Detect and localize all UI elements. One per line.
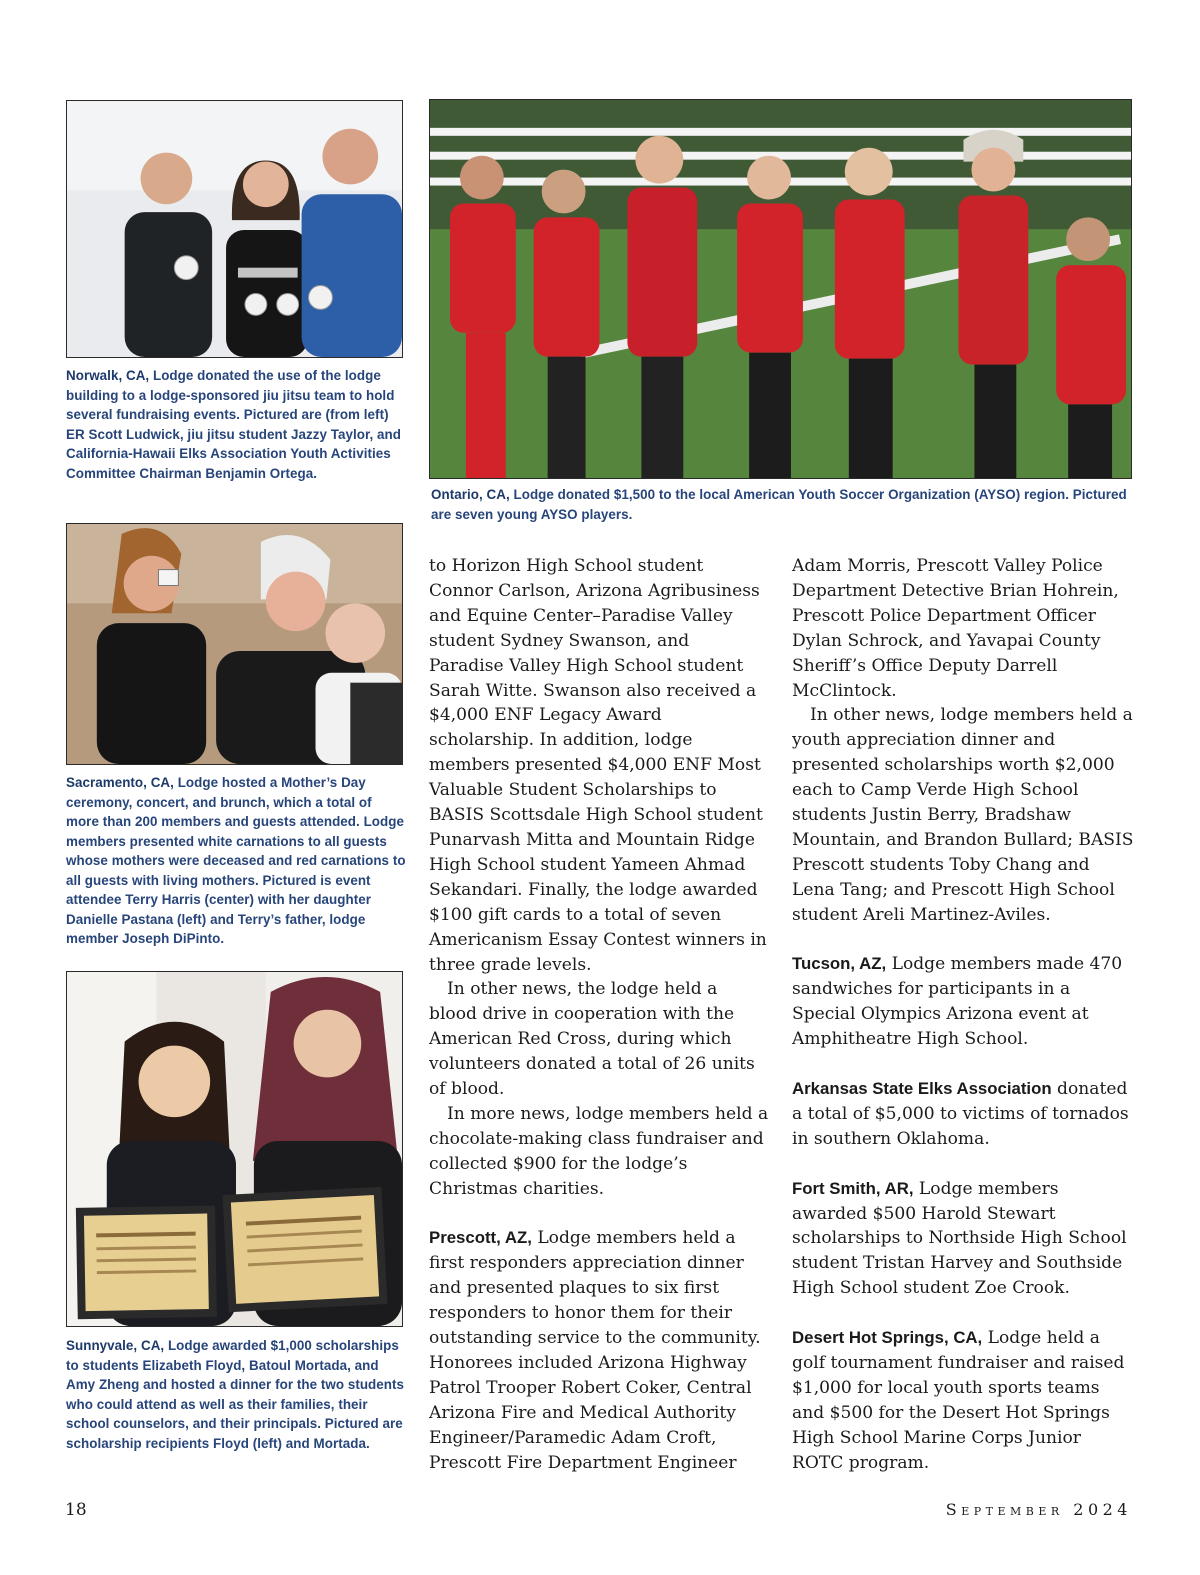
deserthot-item (792, 1326, 1134, 1475)
photo-norwalk (66, 100, 403, 358)
tucson-lead: Tucson, AZ, (792, 954, 887, 974)
deserthot-lead: Desert Hot Springs, CA, (792, 1328, 983, 1348)
prescott-lead: Prescott, AZ, (429, 1228, 532, 1248)
caption-norwalk (66, 366, 406, 483)
caption-sacramento-place: Sacramento, CA, (66, 775, 174, 790)
right-paragraph-1: Adam Morris, Prescott Valley Police Department Detective Brian Hohrein, Prescott Police Department Officer Dylan Schrock, and Yavapai County Sheriff’s Office Deputy Darrell McClintock. (792, 556, 1119, 701)
fortsmith-item (792, 1177, 1134, 1302)
middle-paragraph-2: In other news, the lodge held a blood drive in cooperation with the American Red Cross, during which volunteers donated a total of 26 units of blood. (429, 979, 755, 1100)
article-column-middle (429, 554, 769, 1476)
photo-ontario (429, 99, 1132, 479)
arkansas-item (792, 1077, 1134, 1152)
middle-paragraph-1: to Horizon High School student Connor Carlson, Arizona Agribusiness and Equine Center–Paradise Valley student Sydney Swanson, and Paradise Valley High School student Sarah Witte. Swanson also received a $4,000 ENF Legacy Award scholarship. In addition, lodge members presented $4,000 ENF Most Valuable Student Scholarships to BASIS Scottsdale High School student Punarvash Mitta and Mountain Ridge High School student Yameen Ahmad Sekandari. Finally, the lodge awarded $100 gift cards to a total of seven Americanism Essay Contest winners in three grade levels. (429, 556, 767, 975)
caption-sunnyvale (66, 1336, 406, 1453)
caption-sunnyvale-place: Sunnyvale, CA, (66, 1338, 165, 1353)
arkansas-lead: Arkansas State Elks Association (792, 1079, 1052, 1098)
arkansas-text: donated a total of $5,000 to victims of tornados in southern Oklahoma. (792, 1079, 1129, 1149)
photo-sacramento (66, 523, 403, 765)
tucson-text: Lodge members made 470 sandwiches for participants in a Special Olympics Arizona event at Amphitheatre High School. (792, 954, 1123, 1050)
prescott-item (429, 1226, 769, 1475)
caption-ontario (431, 485, 1131, 524)
right-paragraph-2: In other news, lodge members held a youth appreciation dinner and presented scholarships worth $2,000 each to Camp Verde High School students Justin Berry, Bradshaw Mountain, and Brandon Bullard; BASIS Prescott students Toby Chang and Lena Tang; and Prescott High School student Areli Martinez-Aviles. (792, 705, 1134, 925)
caption-sacramento (66, 773, 406, 949)
prescott-text: Lodge members held a first responders appreciation dinner and presented plaques to six first responders to honor them for their outstanding service to the community. Honorees included Arizona Highway Patrol Trooper Robert Coker, Central Arizona Fire and Medical Authority Engineer/Paramedic Adam Croft, Prescott Fire Department Engineer (429, 1228, 761, 1473)
issue-date: September 2024 (945, 1500, 1132, 1519)
article-column-right (792, 554, 1134, 1475)
caption-norwalk-place: Norwalk, CA, (66, 368, 150, 383)
deserthot-text: Lodge held a golf tournament fundraiser and raised $1,000 for local youth sports teams and $500 for the Desert Hot Springs High School Marine Corps Junior ROTC program. (792, 1328, 1125, 1473)
fortsmith-lead: Fort Smith, AR, (792, 1178, 914, 1198)
middle-paragraph-3: In more news, lodge members held a chocolate-making class fundraiser and collected $900 for the lodge’s Christmas charities. (429, 1103, 769, 1199)
caption-norwalk-text: Lodge donated the use of the lodge building to a lodge-sponsored jiu jitsu team to hold several fundraising events. Pictured are (from left) ER Scott Ludwick, jiu jitsu student Jazzy Taylor, and California-Hawaii Elks Association Youth Activities Committee Chairman Benjamin Ortega. (66, 368, 401, 481)
tucson-item (792, 952, 1134, 1052)
caption-ontario-text: Lodge donated $1,500 to the local American Youth Soccer Organization (AYSO) region. Pictured are seven young AYSO players. (431, 487, 1127, 522)
caption-ontario-place: Ontario, CA, (431, 487, 510, 502)
fortsmith-text: Lodge members awarded $500 Harold Stewart scholarships to Northside High School student Tristan Harvey and Southside High School student Zoe Crook. (792, 1178, 1127, 1299)
photo-sunnyvale (66, 971, 403, 1327)
page-number: 18 (65, 1500, 87, 1520)
caption-sunnyvale-text: Lodge awarded $1,000 scholarships to students Elizabeth Floyd, Batoul Mortada, and Amy Zheng and hosted a dinner for the two students who could attend as well as their families, their school counselors, and their principals. Pictured are scholarship recipients Floyd (left) and Mortada. (66, 1338, 405, 1451)
caption-sacramento-text: Lodge hosted a Mother’s Day ceremony, concert, and brunch, which a total of more than 200 members and guests attended. Lodge members presented white carnations to all guests whose mothers were deceased and red carnations to all guests with living mothers. Pictured is event attendee Terry Harris (center) with her daughter Danielle Pastana (left) and Terry’s father, lodge member Joseph DiPinto. (66, 775, 406, 946)
